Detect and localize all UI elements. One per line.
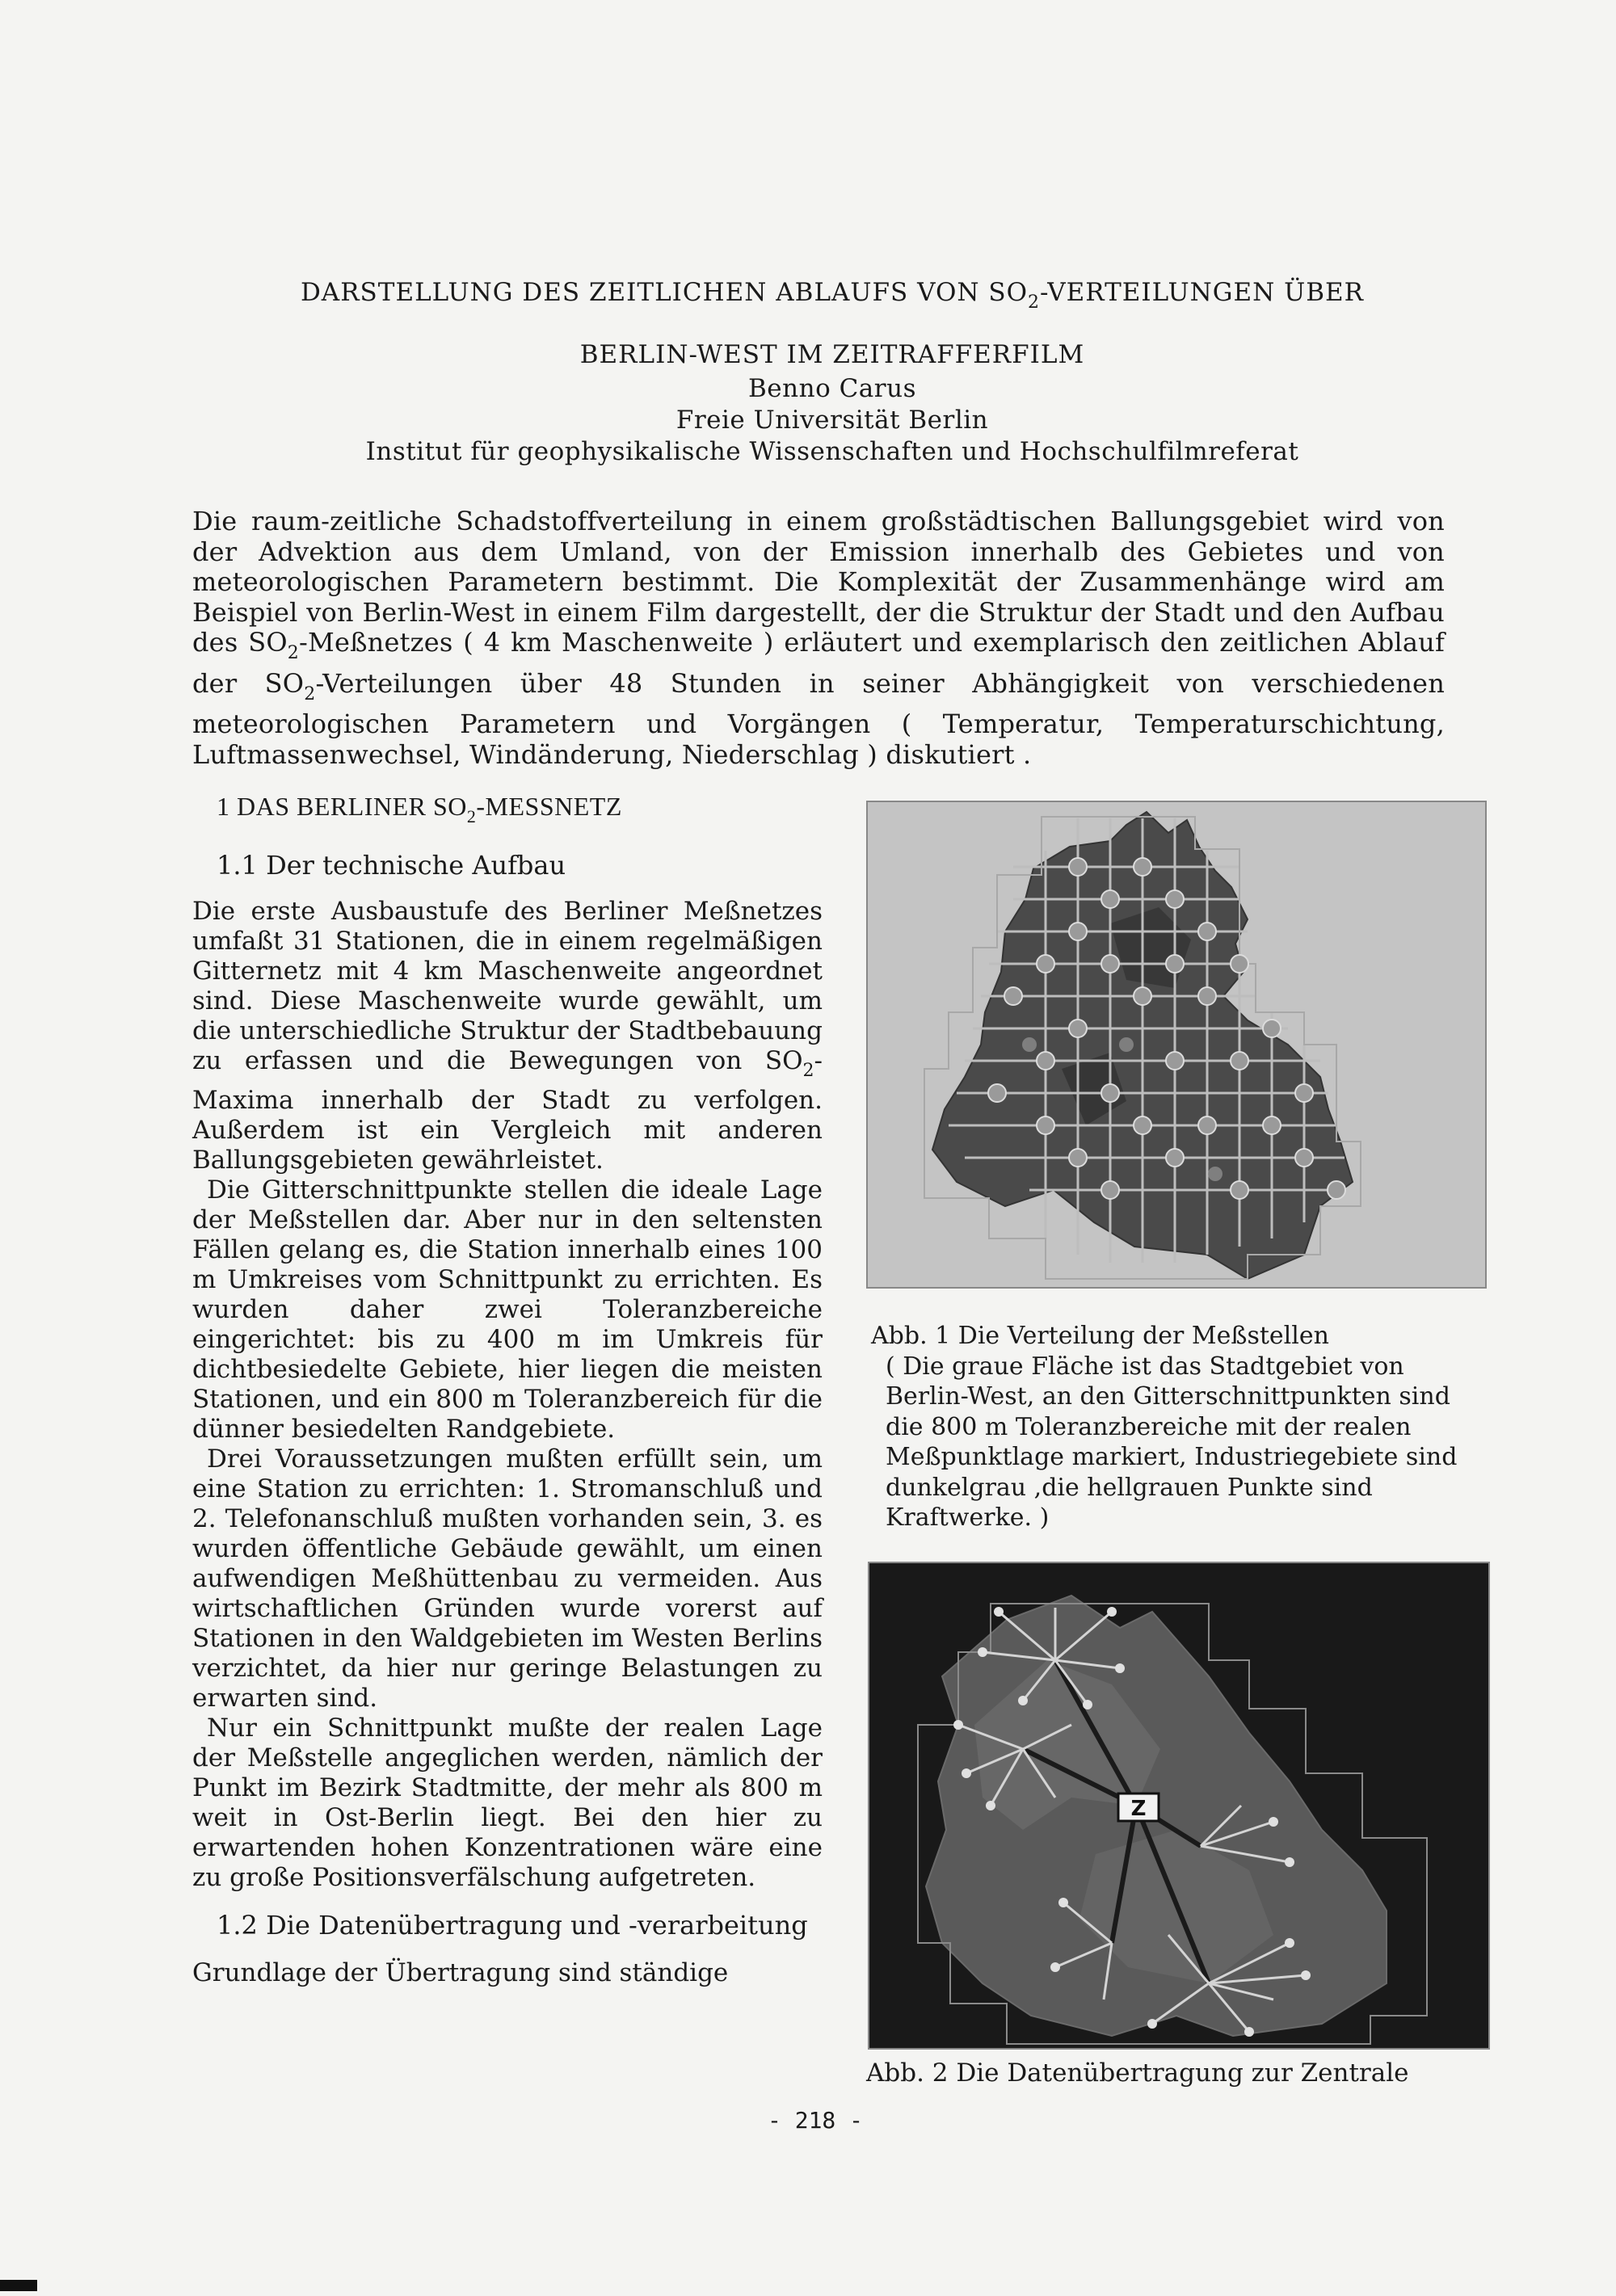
central-station-label: Z [1130, 1797, 1147, 1821]
figure-1-caption-body: ( Die graue Fläche ist das Stadtgebiet von Berlin-West, an den Gitterschnittpunkten sind die 800 m Toleranzbereiche mit der realen Meßpunktlage markiert, Industriegebiete sind dunkelgrau ,die hellgrauen Punkte sind Kraftwerke. ) [886, 1352, 1458, 1532]
scan-edge-mark [0, 2280, 37, 2291]
station-map-graphic [868, 802, 1485, 1287]
paragraph: Die erste Ausbaustufe des Berliner Meßnetzes umfaßt 31 Stationen, die in einem regelmäßigen Gitternetz mit 4 km Maschenweite angeordnet sind. Diese Maschenweite wurde gewählt, um die unterschiedliche Struktur der Stadtbebauung zu erfassen und die Bewegungen von $SO_2$-Maxima innerhalb der Stadt zu verfolgen. Außerdem ist ein Vergleich mit anderen Ballungsgebieten gewährleistet. [192, 897, 823, 1175]
page-number: - 218 - [768, 2107, 864, 2134]
paragraph: Grundlage der Übertragung sind ständige [192, 1958, 729, 1987]
author-name: Benno Carus [748, 374, 916, 403]
paragraph: Nur ein Schnittpunkt mußte der realen Lage der Meßstelle angeglichen werden, nämlich der Punkt im Bezirk Stadtmitte, der mehr als 800 m weit in Ost-Berlin liegt. Bei den hier zu erwartenden hohen Konzentrationen wäre eine zu große Positionsverfälschung aufgetreten. [192, 1714, 823, 1892]
figure-1-station-map [866, 801, 1487, 1289]
figure-1-caption [871, 1321, 1485, 1533]
title-line-2: BERLIN-WEST IM ZEITRAFFERFILM [579, 340, 1085, 369]
abstract: Die raum-zeitliche Schadstoffverteilung in einem großstädtischen Ballungsgebiet wird von der Advektion aus dem Umland, von der Emission innerhalb des Gebietes und von meteorologischen Parametern bestimmt. Die Komplexität der Zusammenhänge wird am Beispiel von Berlin-West in einem Film dargestellt, der die Struktur der Stadt und den Aufbau des $SO_2$-Meßnetzes ( 4 km Maschenweite ) erläutert und exemplarisch den zeitlichen Ablauf der $SO_2$-Verteilungen über 48 Stunden in seiner Abhängigkeit von verschiedenen meteorologischen Parametern und Vorgängen ( Temperatur, Temperaturschichtung, Luftmassenwechsel, Windänderung, Niederschlag ) diskutiert . [192, 506, 1446, 770]
author-institute: Institut für geophysikalische Wissenschaften und Hochschulfilmreferat [365, 437, 1299, 466]
section-1-2-heading: 1.2 Die Datenübertragung und -verarbeitung [217, 1910, 808, 1941]
left-column [192, 792, 823, 1988]
transmission-graphic [869, 1563, 1488, 2048]
paper-title [210, 267, 1454, 381]
figure-2-caption: Abb. 2 Die Datenübertragung zur Zentrale [866, 2058, 1409, 2088]
author-university: Freie Universität Berlin [675, 406, 989, 435]
paragraph: Die Gitterschnittpunkte stellen die ideale Lage der Meßstellen dar. Aber nur in den seltensten Fällen gelang es, die Station innerhalb eines 100 m Umkreises vom Schnittpunkt zu errichten. Es wurden daher zwei Toleranzbereiche eingerichtet: bis zu 400 m im Umkreis für dichtbesiedelte Gebiete, hier liegen die meisten Stationen, und ein 800 m Toleranzbereich für die dünner besiedelten Randgebiete. [192, 1175, 823, 1444]
section-1-heading: 1 DAS BERLINER $SO_2$-MESSNETZ [217, 792, 622, 826]
title-line-1: DARSTELLUNG DES ZEITLICHEN ABLAUFS VON $SO_2$-VERTEILUNGEN ÜBER [300, 278, 1365, 313]
figure-1-caption-head: Abb. 1 Die Verteilung der Meßstellen [871, 1322, 1329, 1350]
paragraph: Drei Voraussetzungen mußten erfüllt sein, um eine Station zu errichten: 1. Stromanschluß und 2. Telefonanschluß mußten vorhanden sein, 3. es wurden öffentliche Gebäude gewählt, um einen aufwendigen Meßhüttenbau zu vermeiden. Aus wirtschaftlichen Gründen wurde vorerst auf Stationen in den Waldgebieten im Westen Berlins verzichtet, da hier nur geringe Belastungen zu erwarten sind. [192, 1444, 823, 1713]
figure-2-data-transmission [868, 1562, 1490, 2050]
section-1-1-heading: 1.1 Der technische Aufbau [217, 850, 566, 881]
author-block [210, 373, 1454, 468]
